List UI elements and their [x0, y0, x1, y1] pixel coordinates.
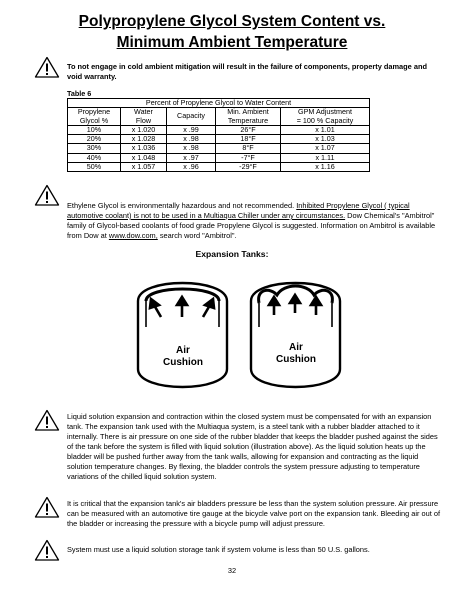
table-header-cell: Min. Ambient Temperature [216, 108, 281, 126]
table-caption: Percent of Propylene Glycol to Water Content [68, 99, 370, 108]
storage-tank-paragraph: System must use a liquid solution storage tank if system volume is less than 50 U.S. gallons. [67, 545, 370, 554]
air-pressure-paragraph: It is critical that the expansion tank's air bladders pressure be less than the system solution pressure. Air pressure can be measured with an automotive tire gauge at the bicycle valve port on the expansion tank. Bleeding air out of the bladder or increasing the pressure with a bicycle pump will adjust pressure. [67, 499, 441, 528]
dow-website-link[interactable]: www.dow.com, [108, 231, 158, 240]
page-number: 32 [227, 566, 237, 575]
page-title-line1: Polypropylene Glycol System Content vs. [78, 13, 386, 30]
table-header-cell: GPM Adjustment = 100 % Capacity [281, 108, 370, 126]
pressure-arrows [150, 295, 321, 317]
table-header-cell: Water Flow [121, 108, 167, 126]
warning-icon [34, 539, 60, 561]
warning-icon [34, 409, 60, 431]
table-row: 10% x 1.020 x .99 26°F x 1.01 [68, 125, 370, 134]
no-automotive-coolant-note: Inhibited Propylene Glycol ( typical automotive coolant) is not to be used in a Multiaqua Chiller under any circumstances. [67, 201, 410, 220]
table-header-row [68, 108, 370, 126]
warning-icon [34, 56, 60, 78]
table-row: 40% x 1.048 x .97 -7°F x 1.11 [68, 153, 370, 162]
warning-text-cold-ambient: To not engage in cold ambient mitigation will result in the failure of components, property damage and void warranty. [67, 62, 427, 81]
air-cushion-label-right: Air [289, 342, 303, 353]
glycol-table [67, 98, 370, 172]
table-header-cell: Propylene Glycol % [68, 108, 121, 126]
table-label: Table 6 [67, 89, 92, 98]
table-header-cell: Capacity [167, 108, 216, 126]
warning-icon [34, 184, 60, 206]
air-cushion-label-left-line2: Cushion [163, 357, 203, 368]
table-row: 30% x 1.036 x .98 8°F x 1.07 [68, 144, 370, 153]
expansion-tank-illustration [130, 273, 348, 397]
page-title-line2: Minimum Ambient Temperature [116, 34, 348, 51]
air-cushion-label-left: Air [176, 345, 190, 356]
expansion-tanks-heading: Expansion Tanks: [195, 249, 269, 259]
table-row: 20% x 1.028 x .98 18°F x 1.03 [68, 135, 370, 144]
expansion-paragraph: Liquid solution expansion and contraction within the closed system must be compensated for with an expansion tank. The expansion tank used with the Multiaqua system, is a steel tank with a rubber bladder attached to it internally. There is air pressure on one side of the rubber bladder that keeps the bladder pushed against the sides of the tank before the system is filled with liquid solution (illustration above). As the liquid solution heats up the bladder will be pushed further away from the tank walls, allowing for expansion and contracting as the liquid solution temperature changes. By flexing, the bladder controls the system pressure adjusting to temperature variations of the chilled liquid solution system. [67, 412, 438, 481]
air-cushion-label-right-line2: Cushion [276, 354, 316, 365]
warning-icon [34, 496, 60, 518]
ethylene-glycol-paragraph: Ethylene Glycol is environmentally hazardous and not recommended. Inhibited Propylene Glycol ( typical automotive coolant) is not to be used in a Multiaqua Chiller under any circumstances. Dow Chemical's "Ambitrol" family of Glycol-based coolants of food grade Propylene Glycol is suggested. Information on Ambitrol is available from Dow at www.dow.com, search word "Ambitrol". [67, 201, 436, 240]
table-row: 50% x 1.057 x .96 -29°F x 1.16 [68, 163, 370, 172]
